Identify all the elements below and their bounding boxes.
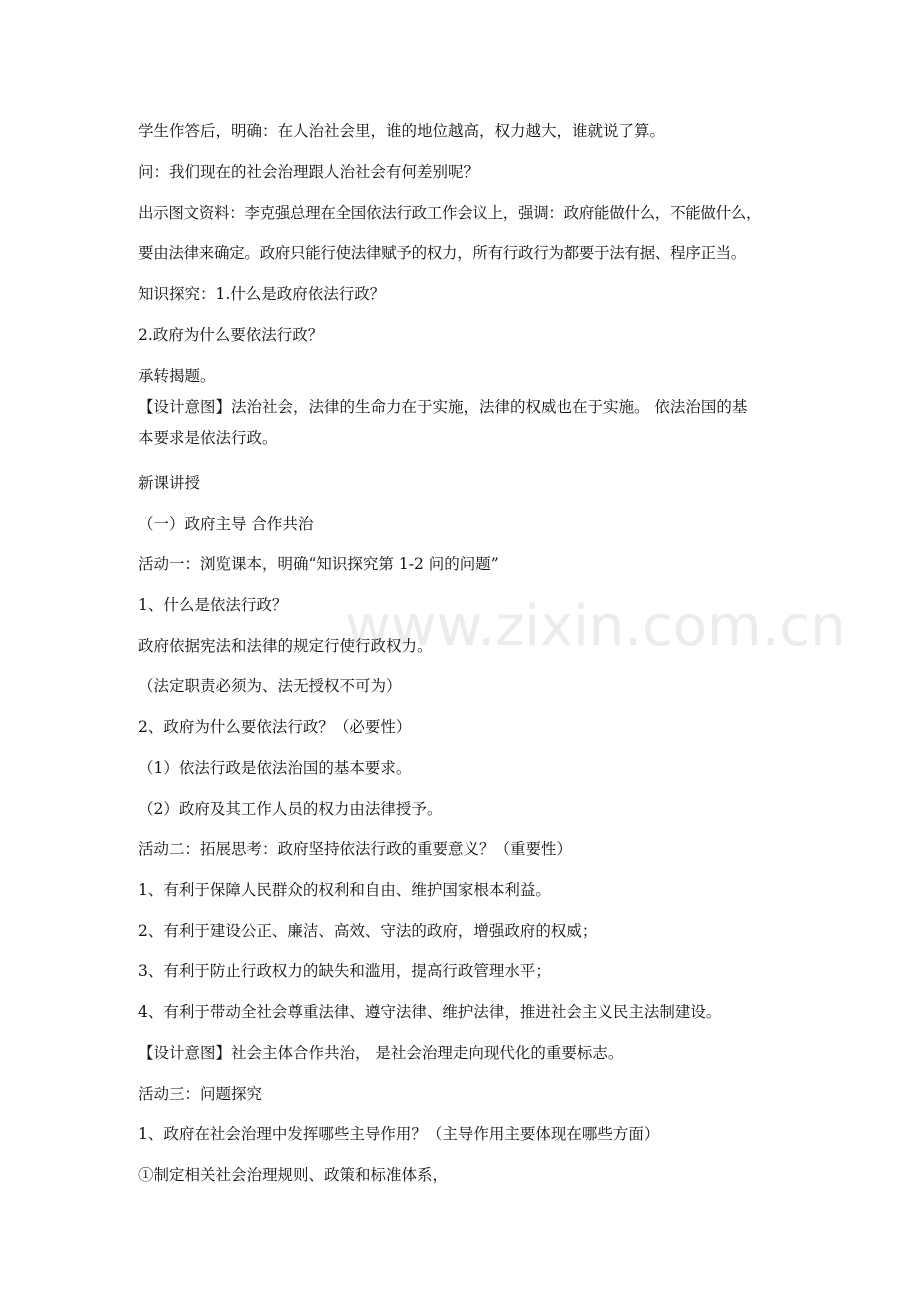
paragraph-line: 学生作答后，明确：在人治社会里，谁的地位越高，权力越大，谁就说了算。 (138, 122, 666, 140)
subsection-heading: （一）政府主导 合作共治 (138, 515, 314, 533)
paragraph-line: 问：我们现在的社会治理跟人治社会有何差别呢？ (138, 163, 480, 181)
paragraph-line: 4、有利于带动全社会尊重法律、遵守法律、维护法律，推进社会主义民主法制建设。 (138, 1003, 722, 1021)
paragraph-line: 3、有利于防止行政权力的缺失和滥用，提高行政管理水平； (138, 962, 551, 980)
paragraph-line: 出示图文资料：李克强总理在全国依法行政工作会议上，强调：政府能做什么，不能做什么， (138, 204, 762, 222)
paragraph-line: 【设计意图】法治社会，法律的生命力在于实施，法律的权威也在于实施。 依法治国的基 (138, 398, 748, 416)
paragraph-line: 活动二：拓展思考：政府坚持依法行政的重要意义？（重要性） (138, 840, 573, 858)
paragraph-line: 政府依据宪法和法律的规定行使行政权力。 (138, 637, 433, 655)
paragraph-line: （2）政府及其工作人员的权力由法律授予。 (138, 800, 443, 818)
paragraph-line: 要由法律来确定。政府只能行使法律赋予的权力，所有行政行为都要于法有据、程序正当。 (138, 244, 747, 262)
paragraph-line: 2、有利于建设公正、廉洁、高效、守法的政府，增强政府的权威； (138, 922, 598, 940)
paragraph-line: ①制定相关社会治理规则、政策和标准体系， (138, 1166, 449, 1184)
paragraph-line: 1、有利于保障人民群众的权利和自由、维护国家根本利益。 (138, 881, 551, 899)
paragraph-line: 知识探究：1.什么是政府依法行政？ (138, 285, 386, 303)
paragraph-line: 【设计意图】社会主体合作共治， 是社会治理走向现代化的重要标志。 (138, 1044, 624, 1062)
paragraph-line: （1）依法行政是依法治国的基本要求。 (138, 759, 412, 777)
paragraph-line: 活动三：问题探究 (138, 1085, 263, 1103)
paragraph-line: 1、什么是依法行政？ (138, 596, 288, 614)
paragraph-line: 活动一：浏览课本，明确“知识探究第 1-2 问的问题” (138, 555, 499, 573)
paragraph-line: 1、政府在社会治理中发挥哪些主导作用？（主导作用主要体现在哪些方面） (138, 1125, 660, 1143)
section-heading: 新课讲授 (138, 474, 201, 492)
paragraph-line: 2.政府为什么要依法行政？ (138, 326, 324, 344)
paragraph-line: 本要求是依法行政。 (138, 429, 278, 447)
paragraph-line: 2、政府为什么要依法行政？（必要性） (138, 718, 412, 736)
paragraph-line: 承转揭题。 (138, 367, 216, 385)
watermark: www.zixin.com.cn (345, 594, 846, 659)
paragraph-line: （法定职责必须为、法无授权不可为） (138, 677, 402, 695)
